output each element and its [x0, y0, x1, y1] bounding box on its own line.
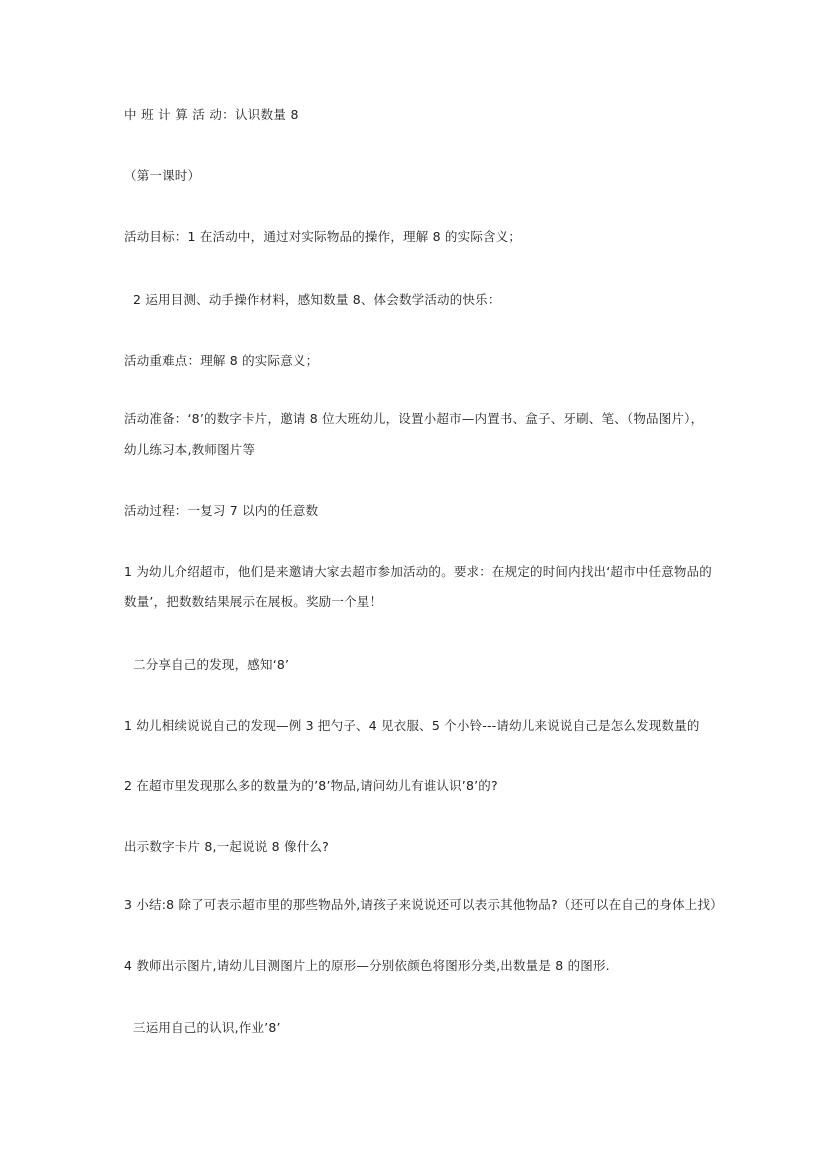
- activity-goal-1: 活动目标：1 在活动中，通过对实际物品的操作，理解 8 的实际含义；: [124, 229, 522, 244]
- activity-prep-line-1: 活动准备：‘8’的数字卡片，邀请 8 位大班幼儿，设置小超市—内置书、盒子、牙刷、笔、（物品图片），: [124, 411, 704, 426]
- activity-key-point: 活动重难点：理解 8 的实际意义；: [124, 353, 319, 368]
- section-2-heading: 二分享自己的发现，感知‘8’: [133, 657, 290, 672]
- activity-process-heading: 活动过程：一复习 7 以内的任意数: [124, 503, 319, 518]
- step-1-line-1: 1 为幼儿介绍超市，他们是来邀请大家去超市参加活动的。要求：在规定的时间内找出‘超市中任意物品的: [124, 564, 713, 579]
- step-1-line-2: 数量’，把数数结果展示在展板。奖励一个星！: [124, 594, 383, 609]
- section-2-item-2b: 出示数字卡片 8,一起说说 8 像什么?: [124, 839, 329, 854]
- section-2-item-1: 1 幼儿相续说说自己的发现—例 3 把勺子、4 见衣服、5 个小铃---请幼儿来说说自己是怎么发现数量的: [124, 718, 700, 733]
- section-2-item-3: 3 小结:8 除了可表示超市里的那些物品外,请孩子来说说还可以表示其他物品?（还可以在自己的身体上找）: [124, 897, 723, 912]
- lesson-period: （第一课时）: [124, 168, 201, 183]
- activity-prep-line-2: 幼儿练习本,教师图片等: [124, 442, 256, 457]
- activity-goal-2: 2 运用目测、动手操作材料，感知数量 8、体会数学活动的快乐：: [133, 292, 501, 307]
- section-3-heading: 三运用自己的认识,作业’8’: [133, 1020, 281, 1035]
- section-2-item-2: 2 在超市里发现那么多的数量为的’8’物品,请问幼儿有谁认识’8’的?: [124, 778, 498, 793]
- document-title: 中 班 计 算 活 动：认识数量 8: [124, 107, 299, 122]
- section-2-item-4: 4 教师出示图片,请幼儿目测图片上的原形—分别依颜色将图形分类,出数量是 8 的图形.: [124, 958, 610, 973]
